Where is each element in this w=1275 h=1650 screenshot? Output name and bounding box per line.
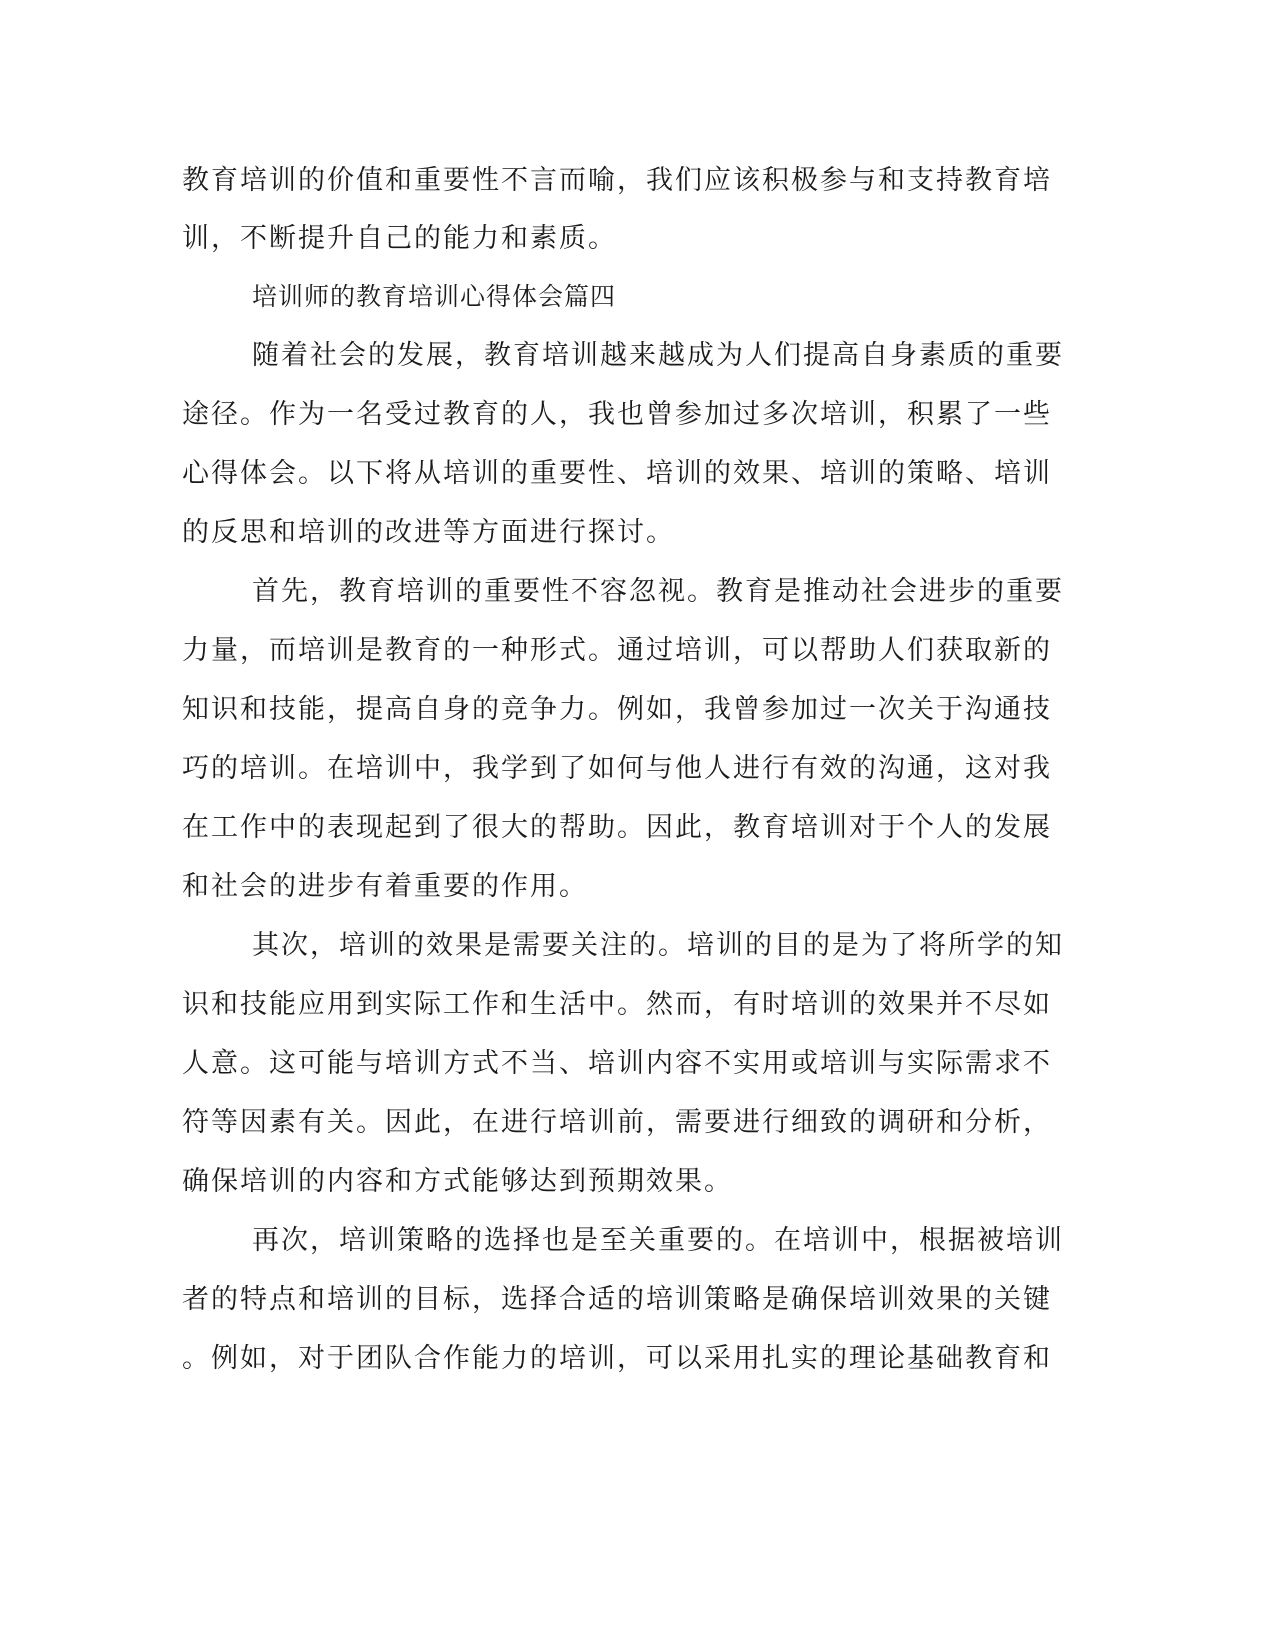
- text-line: 确保培训的内容和方式能够达到预期效果。: [182, 1166, 733, 1197]
- text-line: 途径。作为一名受过教育的人，我也曾参加过多次培训，积累了一些: [182, 399, 1052, 430]
- text-line: 首先，教育培训的重要性不容忽视。教育是推动社会进步的重要: [252, 576, 1064, 607]
- text-line: 和社会的进步有着重要的作用。: [182, 871, 588, 902]
- text-line: 的反思和培训的改进等方面进行探讨。: [182, 517, 675, 548]
- text-line: 心得体会。以下将从培训的重要性、培训的效果、培训的策略、培训: [182, 458, 1052, 489]
- text-line: 训，不断提升自己的能力和素质。: [182, 223, 617, 254]
- text-line: 识和技能应用到实际工作和生活中。然而，有时培训的效果并不尽如: [182, 989, 1052, 1020]
- text-line: 。例如，对于团队合作能力的培训，可以采用扎实的理论基础教育和: [182, 1343, 1052, 1374]
- text-line: 者的特点和培训的目标，选择合适的培训策略是确保培训效果的关键: [182, 1284, 1052, 1315]
- text-line: 巧的培训。在培训中，我学到了如何与他人进行有效的沟通，这对我: [182, 753, 1052, 784]
- text-line: 知识和技能，提高自身的竞争力。例如，我曾参加过一次关于沟通技: [182, 694, 1052, 725]
- text-line: 人意。这可能与培训方式不当、培训内容不实用或培训与实际需求不: [182, 1048, 1052, 1079]
- text-line: 随着社会的发展，教育培训越来越成为人们提高自身素质的重要: [252, 340, 1064, 371]
- text-line: 力量，而培训是教育的一种形式。通过培训，可以帮助人们获取新的: [182, 635, 1052, 666]
- section-heading: 培训师的教育培训心得体会篇四: [252, 282, 617, 311]
- text-line: 符等因素有关。因此，在进行培训前，需要进行细致的调研和分析，: [182, 1107, 1052, 1138]
- text-line: 教育培训的价值和重要性不言而喻，我们应该积极参与和支持教育培: [182, 165, 1052, 196]
- text-line: 其次，培训的效果是需要关注的。培训的目的是为了将所学的知: [252, 930, 1064, 961]
- text-line: 再次，培训策略的选择也是至关重要的。在培训中，根据被培训: [252, 1225, 1064, 1256]
- text-line: 在工作中的表现起到了很大的帮助。因此，教育培训对于个人的发展: [182, 812, 1052, 843]
